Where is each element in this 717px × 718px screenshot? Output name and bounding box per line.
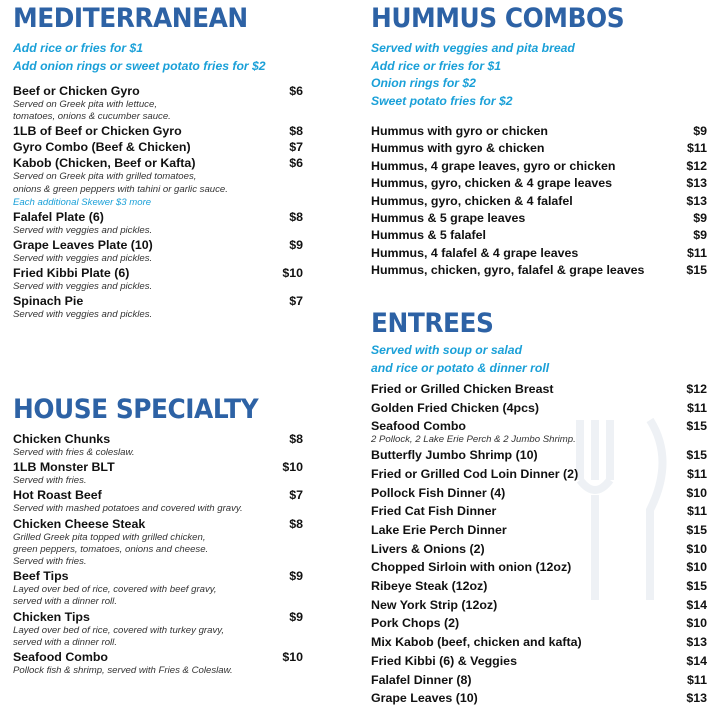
item-price: $9 — [289, 609, 303, 624]
note: Served with soup or salad — [371, 343, 523, 357]
note: Add rice or fries for $1 — [371, 58, 502, 73]
menu-item — [13, 487, 303, 515]
item-name: Pollock Fish Dinner (4) — [371, 485, 506, 500]
item-name: Pork Chops (2) — [371, 616, 460, 631]
item-name: Hummus & 5 falafel — [371, 228, 486, 243]
item-name: Hummus with gyro & chicken — [371, 141, 545, 156]
hummus-notes — [371, 40, 707, 110]
item-name: 1LB of Beef or Chicken Gyro — [13, 124, 182, 139]
item-price: $11 — [687, 504, 707, 519]
item-name: Grape Leaves Plate (10) — [13, 238, 153, 253]
item-price: $6 — [289, 84, 303, 98]
item-name: Fried Kibbi (6) & Veggies — [371, 653, 517, 668]
item-price: $11 — [687, 141, 707, 156]
menu-item — [371, 123, 707, 140]
menu-item — [13, 293, 303, 321]
house-specialty-title: HOUSE SPECIALTY — [13, 394, 259, 425]
item-price: $13 — [686, 635, 707, 650]
item-price: $8 — [289, 432, 303, 446]
item-desc: onions & green peppers with tahini or garlic sauce. — [13, 183, 228, 195]
item-price: $6 — [289, 156, 303, 171]
item-price: $12 — [686, 382, 707, 396]
item-desc: tomatoes, onions & cucumber sauce. — [13, 111, 171, 123]
menu-item — [371, 446, 707, 465]
item-name: Ribeye Steak (12oz) — [371, 579, 488, 594]
item-desc: Grilled Greek pita topped with grilled chicken, — [13, 531, 206, 543]
hummus-items — [371, 123, 707, 280]
item-name: Kabob (Chicken, Beef or Kafta) — [13, 156, 196, 171]
item-name: Fried or Grilled Chicken Breast — [371, 382, 554, 396]
item-name: Chicken Chunks — [13, 432, 111, 446]
menu-item — [371, 614, 707, 633]
item-price: $8 — [289, 124, 303, 139]
house-specialty-section — [13, 395, 303, 677]
item-desc: Served with mashed potatoes and covered with gravy. — [13, 503, 243, 515]
menu-item — [371, 262, 707, 279]
entrees-section — [371, 309, 707, 708]
item-price: $9 — [693, 228, 707, 243]
menu-item — [371, 633, 707, 652]
menu-item — [13, 516, 303, 569]
item-price: $7 — [289, 294, 303, 309]
item-name: Mix Kabob (beef, chicken and kafta) — [371, 635, 582, 650]
menu-item — [13, 649, 303, 677]
note: Served with veggies and pita bread — [371, 41, 575, 55]
item-name: Hummus, chicken, gyro, falafel & grape leaves — [371, 263, 645, 278]
menu-item — [371, 577, 707, 596]
note: and rice or potato & dinner roll — [371, 360, 550, 375]
item-name: Lake Erie Perch Dinner — [371, 522, 507, 537]
house-items — [13, 431, 303, 677]
note: Onion rings for $2 — [371, 76, 476, 90]
item-desc: Served with veggies and pickles. — [13, 253, 153, 265]
item-name: Fried Kibbi Plate (6) — [13, 266, 130, 281]
entrees-title: ENTREES — [371, 308, 494, 339]
item-price: $11 — [687, 245, 707, 260]
menu-item — [371, 380, 707, 399]
menu-item — [13, 155, 303, 208]
item-name: Chicken Tips — [13, 609, 90, 624]
menu-item — [371, 210, 707, 227]
item-name: Beef Tips — [13, 569, 69, 584]
hummus-combos-section — [371, 4, 707, 280]
menu-item — [13, 237, 303, 265]
note: Sweet potato fries for $2 — [371, 93, 513, 108]
item-price: $11 — [687, 672, 707, 687]
item-name: Golden Fried Chicken (4pcs) — [371, 400, 539, 415]
menu-item — [371, 227, 707, 244]
menu-item — [371, 175, 707, 192]
menu-item — [13, 609, 303, 649]
item-desc: Served with veggies and pickles. — [13, 224, 153, 236]
item-price: $14 — [686, 597, 707, 612]
menu-item — [13, 123, 303, 139]
item-price: $15 — [686, 522, 707, 537]
item-desc: Served with fries. — [13, 556, 87, 568]
menu-item — [13, 431, 303, 459]
item-price: $11 — [687, 400, 707, 415]
item-name: Livers & Onions (2) — [371, 541, 485, 556]
menu-item — [13, 83, 303, 123]
item-price: $15 — [686, 263, 707, 278]
menu-item — [371, 245, 707, 262]
menu-item — [371, 689, 707, 708]
menu-item — [371, 399, 707, 418]
mediterranean-section — [13, 4, 303, 322]
menu-item — [371, 521, 707, 540]
item-price: $9 — [693, 124, 707, 138]
item-price: $10 — [686, 541, 707, 556]
item-name: Falafel Plate (6) — [13, 209, 104, 224]
item-price: $13 — [686, 691, 707, 706]
hummus-combos-title: HUMMUS COMBOS — [371, 3, 625, 34]
item-price: $10 — [282, 266, 303, 281]
item-name: Hummus with gyro or chicken — [371, 124, 548, 138]
menu-item — [371, 484, 707, 503]
item-name: Chicken Cheese Steak — [13, 516, 146, 531]
item-desc: Pollock fish & shrimp, served with Fries & Coleslaw. — [13, 665, 233, 677]
item-desc: served with a dinner roll. — [13, 596, 117, 608]
item-price: $9 — [289, 569, 303, 584]
menu-item — [13, 139, 303, 155]
item-desc: 2 Pollock, 2 Lake Erie Perch & 2 Jumbo Shrimp. — [371, 434, 576, 446]
item-price: $10 — [282, 650, 303, 665]
item-name: Falafel Dinner (8) — [371, 672, 472, 687]
menu-item — [371, 193, 707, 210]
item-price: $10 — [282, 460, 303, 475]
item-desc: Served with fries. — [13, 475, 87, 487]
menu-item — [13, 265, 303, 293]
item-price: $15 — [686, 579, 707, 594]
item-name: Seafood Combo — [13, 650, 108, 665]
menu-item — [371, 540, 707, 559]
item-price: $14 — [686, 653, 707, 668]
item-name: Hummus, 4 falafel & 4 grape leaves — [371, 245, 579, 260]
item-note: Each additional Skewer $3 more — [13, 196, 152, 208]
item-price: $11 — [687, 466, 707, 481]
item-price: $7 — [289, 488, 303, 503]
item-desc: Layed over bed of rice, covered with turkey gravy, — [13, 624, 224, 636]
item-desc: served with a dinner roll. — [13, 636, 117, 648]
item-desc: Served with veggies and pickles. — [13, 309, 153, 321]
item-name: Hot Roast Beef — [13, 488, 102, 503]
note: Add onion rings or sweet potato fries for $2 — [13, 58, 266, 73]
menu-item — [13, 209, 303, 237]
item-name: Chopped Sirloin with onion (12oz) — [371, 560, 572, 575]
menu-item — [371, 465, 707, 484]
item-name: Hummus & 5 grape leaves — [371, 211, 526, 226]
item-name: Fried or Grilled Cod Loin Dinner (2) — [371, 466, 579, 481]
menu-item — [371, 140, 707, 157]
item-desc: Layed over bed of rice, covered with beef gravy, — [13, 584, 217, 596]
item-price: $13 — [686, 176, 707, 191]
item-name: Seafood Combo — [371, 419, 466, 434]
item-desc: Served on Greek pita with grilled tomatoes, — [13, 171, 197, 183]
item-price: $10 — [686, 616, 707, 631]
item-price: $7 — [289, 140, 303, 155]
item-price: $15 — [686, 419, 707, 434]
item-name: Hummus, 4 grape leaves, gyro or chicken — [371, 158, 616, 173]
menu-item — [13, 459, 303, 487]
item-name: Spinach Pie — [13, 294, 84, 309]
menu-item — [371, 558, 707, 577]
item-price: $10 — [686, 560, 707, 575]
menu-item — [13, 568, 303, 608]
item-desc: Served with fries & coleslaw. — [13, 447, 135, 458]
item-name: Grape Leaves (10) — [371, 691, 478, 706]
entrees-items — [371, 380, 707, 708]
item-name: Gyro Combo (Beef & Chicken) — [13, 140, 191, 155]
mediterranean-title: MEDITERRANEAN — [13, 3, 248, 34]
note: Add rice or fries for $1 — [13, 41, 144, 55]
item-name: Fried Cat Fish Dinner — [371, 504, 497, 519]
item-name: Butterfly Jumbo Shrimp (10) — [371, 448, 538, 463]
item-name: Hummus, gyro, chicken & 4 falafel — [371, 193, 573, 208]
item-price: $9 — [289, 238, 303, 253]
menu-item — [371, 596, 707, 615]
item-name: 1LB Monster BLT — [13, 460, 115, 475]
menu-item — [371, 417, 707, 445]
entrees-notes — [371, 342, 707, 377]
item-name: Beef or Chicken Gyro — [13, 84, 140, 98]
menu-item — [371, 671, 707, 690]
menu-item — [371, 652, 707, 671]
item-price: $10 — [686, 485, 707, 500]
mediterranean-notes — [13, 40, 303, 75]
menu-item — [371, 502, 707, 521]
item-name: Hummus, gyro, chicken & 4 grape leaves — [371, 176, 613, 191]
item-price: $13 — [686, 193, 707, 208]
item-desc: Served with veggies and pickles. — [13, 281, 153, 293]
item-desc: Served on Greek pita with lettuce, — [13, 99, 157, 110]
item-name: New York Strip (12oz) — [371, 597, 498, 612]
item-price: $12 — [686, 158, 707, 173]
item-price: $8 — [289, 209, 303, 224]
mediterranean-items — [13, 83, 303, 322]
item-desc: green peppers, tomatoes, onions and cheese. — [13, 543, 209, 555]
item-price: $15 — [686, 448, 707, 463]
item-price: $9 — [693, 211, 707, 226]
menu-item — [371, 158, 707, 175]
item-price: $8 — [289, 516, 303, 531]
